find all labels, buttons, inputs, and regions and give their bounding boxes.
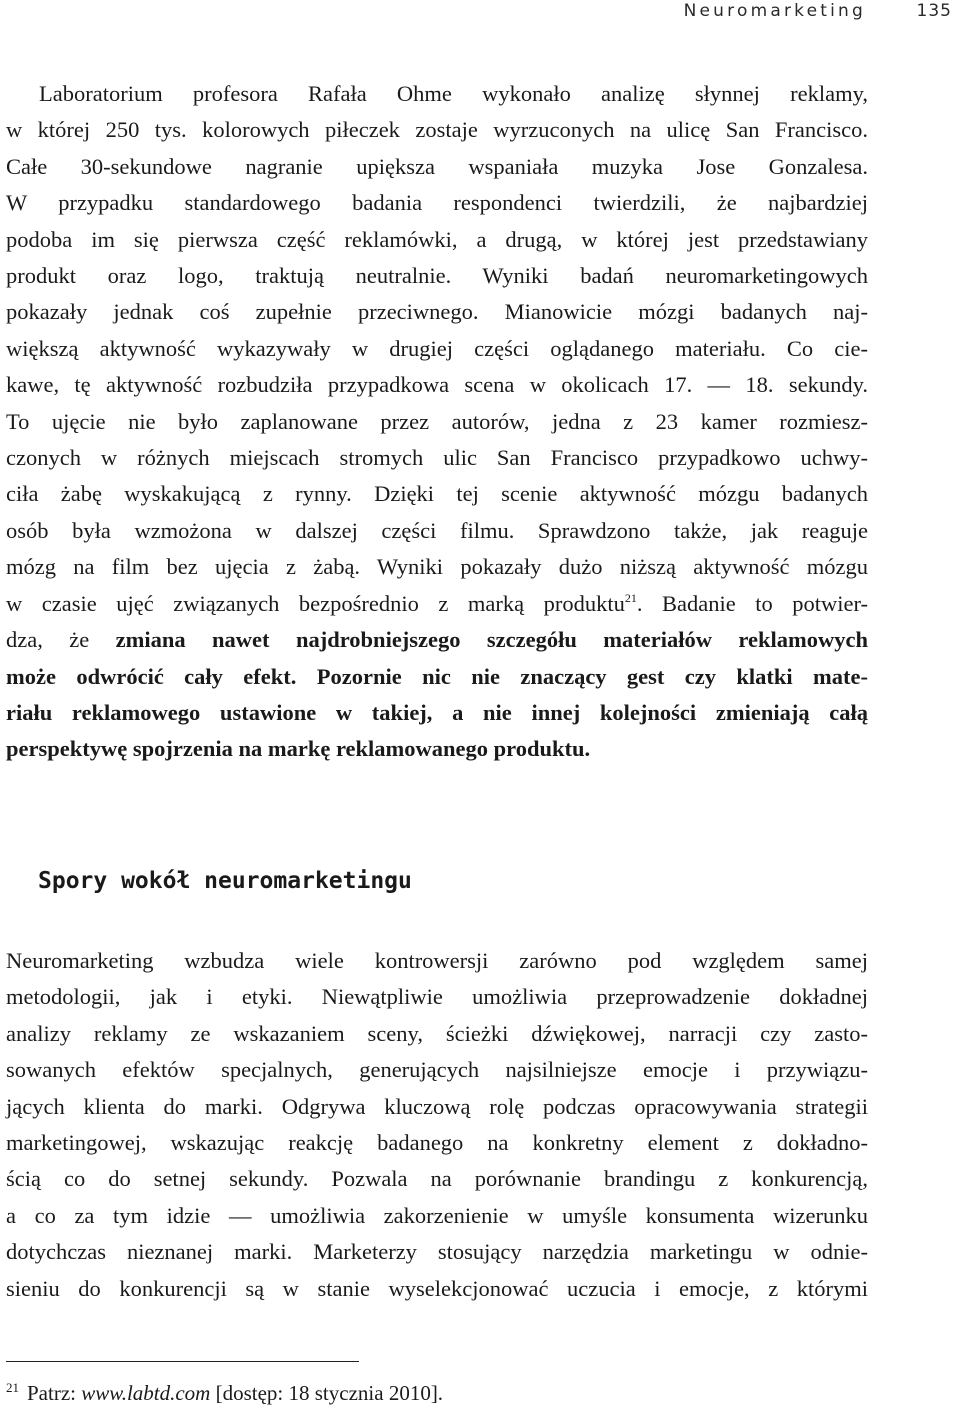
text-line: To ujęcie nie było zaplanowane przez autorów, jedna z 23 kamer rozmiesz- [6,408,868,434]
bold-text-line: perspektywę spojrzenia na markę reklamowanego produktu. [6,736,591,762]
text-line: ciła żabę wyskakującą z rynny. Dzięki tej scenie aktywność mózgu badanych [6,481,868,507]
text-segment: dza, że [6,627,116,653]
text-line: dotychczas nieznanej marki. Marketerzy stosujący narzędzia marketingu w odnie- [6,1239,868,1265]
text-line: sowanych efektów specjalnych, generujących najsilniejsze emocje i przywiązu- [6,1057,868,1083]
text-line: Całe 30-sekundowe nagranie upiększa wspaniała muzyka Jose Gonzalesa. [6,153,868,179]
text-line: W przypadku standardowego badania respondenci twierdzili, że najbardziej [6,190,868,216]
text-line: Laboratorium profesora Rafała Ohme wykonało analizę słynnej reklamy, [39,81,868,106]
text-line: jących klienta do marki. Odgrywa kluczową rolę podczas opracowywania strategii [6,1093,868,1119]
running-title: Neuromarketing [683,1,866,21]
text-line: większą aktywność wykazywały w drugiej części oglądanego materiału. Co cie- [6,335,868,361]
bold-text-line: riału reklamowego ustawione w takiej, a nie innej kolejności zmieniają całą [6,699,868,725]
text-line: pokazały jednak coś zupełnie przeciwnego. Mianowicie mózgi badanych naj- [6,299,868,325]
text-line-with-emphasis [6,622,868,658]
section-heading: Spory wokół neuromarketingu [38,868,412,894]
text-line: produkt oraz logo, traktują neutralnie. Wyniki badań neuromarketingowych [6,263,868,289]
footnote-divider [6,1361,359,1362]
footnote-suffix: [dostęp: 18 stycznia 2010]. [210,1381,444,1405]
text-line: analizy reklamy ze wskazaniem sceny, ścieżki dźwiękowej, narracji czy zasto- [6,1020,868,1046]
text-line: mózg na film bez ujęcia z żabą. Wyniki pokazały dużo niższą aktywność mózgu [6,554,868,580]
body-paragraph-2 [6,943,868,1307]
text-line: sieniu do konkurencji są w stanie wyselekcjonować uczucia i emocje, z którymi [6,1275,868,1301]
text-line: czonych w różnych miejscach stromych ulic San Francisco przypadkowo uchwy- [6,445,868,471]
footnote-number: 21 [6,1380,19,1395]
bold-text-line: może odwrócić cały efekt. Pozornie nic nie znaczący gest czy klatki mate- [6,663,868,689]
footnote [6,1374,443,1407]
text-line-with-footnote-ref [6,586,868,622]
footnote-prefix: Patrz: [27,1381,82,1405]
text-line: ścią co do setnej sekundy. Pozwala na porównanie brandingu z konkurencją, [6,1166,868,1192]
bold-text: zmiana nawet najdrobniejszego szczegółu materiałów reklamowych [115,627,868,653]
footnote-url: www.labtd.com [81,1381,211,1405]
text-line: w której 250 tys. kolorowych piłeczek zostaje wyrzuconych na ulicę San Francisco. [6,117,868,143]
body-paragraph-1 [6,76,868,768]
text-line: metodologii, jak i etyki. Niewątpliwie umożliwia przeprowadzenie dokładnej [6,984,868,1010]
page-number: 135 [916,1,952,21]
text-line: osób była wzmożona w dalszej części filmu. Sprawdzono także, jak reaguje [6,517,868,543]
running-head [0,0,960,28]
text-segment: . Badanie to potwier- [636,590,868,616]
text-line: a co za tym idzie — umożliwia zakorzenienie w umyśle konsumenta wizerunku [6,1202,868,1228]
text-line: podoba im się pierwsza część reklamówki, a drugą, w której jest przedstawiany [6,226,868,252]
text-line: Neuromarketing wzbudza wiele kontrowersji zarówno pod względem samej [6,948,868,973]
text-line: marketingowej, wskazując reakcję badanego na konkretny element z dokładno- [6,1130,868,1156]
text-line: kawe, tę aktywność rozbudziła przypadkowa scena w okolicach 17. — 18. sekundy. [6,372,868,398]
footnote-reference: 21 [624,590,637,605]
text-segment: w czasie ujęć związanych bezpośrednio z marką produktu [6,590,625,616]
